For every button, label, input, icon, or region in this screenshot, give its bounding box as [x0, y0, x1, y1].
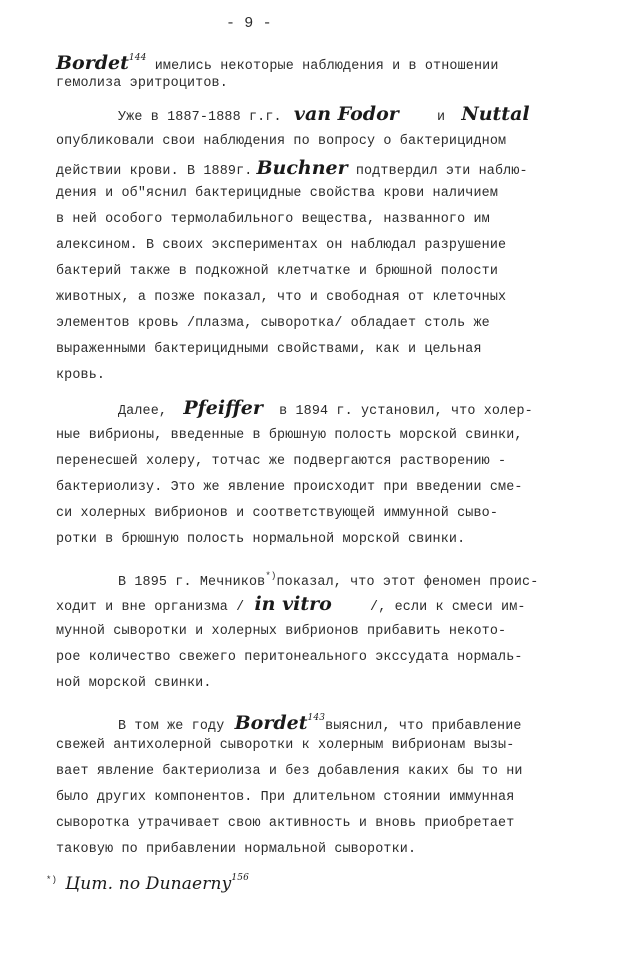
text-segment: и	[436, 110, 446, 125]
p4-line-5: ной морской свинки.	[56, 676, 212, 691]
author-pfeiffer: Pfeiffer	[183, 397, 263, 419]
footnote-marker: *)	[46, 875, 58, 885]
p5-line-1	[118, 708, 522, 737]
text-segment: Уже в 1887-1888 г.г.	[118, 110, 282, 125]
p2-line-5: в ней особого термолабильного вещества, названного им	[56, 212, 490, 227]
p5-line-3: вает явление бактериолиза и без добавления каких бы то ни	[56, 764, 523, 779]
p2-line-8: животных, а позже показал, что и свободная от клеточных	[56, 290, 507, 305]
author-bordet-2: Bordet	[234, 712, 308, 734]
ref-number: 143	[307, 713, 326, 723]
p5-line-2: свежей антихолерной сыворотки к холерным вибрионам вызы-	[56, 738, 515, 753]
footnote-marker: *)	[265, 571, 277, 581]
author-nuttal: Nuttal	[461, 103, 530, 125]
author-van-fodor: van Fodor	[293, 103, 399, 125]
p3-line-3: перенесшей холеру, тотчас же подвергаются растворению -	[56, 454, 507, 469]
text-segment: Далее,	[118, 404, 168, 419]
text-segment: /, если к смеси им-	[370, 600, 526, 615]
text-segment: показал, что этот феномен проис-	[276, 575, 539, 590]
p2-line-10: выраженными бактерицидными свойствами, как и цельная	[56, 342, 482, 357]
p3-line-1	[118, 398, 533, 422]
page-number: - 9 -	[226, 15, 272, 32]
p5-line-5: сыворотка утрачивает свою активность и вновь приобретает	[56, 816, 515, 831]
p2-line-6: алексином. В своих экспериментах он наблюдал разрушение	[56, 238, 507, 253]
p2-line-9: элементов кровь /плазма, сыворотка/ обладает столь же	[56, 316, 490, 331]
text-segment: В 1895 г. Мечников	[118, 575, 266, 590]
ref-number: 144	[128, 53, 147, 63]
text-segment: выяснил, что прибавление	[325, 719, 522, 734]
text-segment: в 1894 г. установил, что холер-	[270, 404, 533, 419]
ref-number: 156	[231, 873, 250, 883]
footnote	[46, 868, 249, 897]
p5-line-4: было других компонентов. При длительном стоянии иммунная	[56, 790, 515, 805]
p3-line-6: ротки в брюшную полость нормальной морской свинки.	[56, 532, 466, 547]
text-segment: имелись некоторые наблюдения и в отношении	[146, 59, 499, 74]
p2-line-1	[118, 104, 530, 128]
text-segment: В том же году	[118, 719, 225, 734]
footnote-text: Цит. по Dunaerny	[65, 874, 232, 894]
p2-line-11: кровь.	[56, 368, 106, 383]
p2-line-3	[56, 158, 528, 182]
p4-line-2	[56, 594, 526, 618]
p3-line-4: бактериолизу. Это же явление происходит при введении сме-	[56, 480, 523, 495]
p2-line-4: дения и об"яснил бактерицидные свойства крови наличием	[56, 186, 499, 201]
text-segment: ходит и вне организма /	[56, 600, 245, 615]
p4-line-3: мунной сыворотки и холерных вибрионов прибавить некото-	[56, 624, 507, 639]
p5-line-6: таковую по прибавлении нормальной сыворотки.	[56, 842, 417, 857]
text-segment: действии крови. В 1889г.	[56, 164, 253, 179]
latin-in-vitro: in vitro	[254, 593, 332, 615]
p4-line-1	[118, 566, 538, 593]
p2-line-7: бактерий также в подкожной клетчатке и брюшной полости	[56, 264, 499, 279]
p2-line-2: опубликовали свои наблюдения по вопросу о бактерицидном	[56, 134, 507, 149]
p4-line-4: рое количество свежего перитонеального экссудата нормаль-	[56, 650, 523, 665]
p3-line-5: си холерных вибрионов и соответствующей иммунной сыво-	[56, 506, 499, 521]
text-segment: подтвердил эти наблю-	[347, 164, 528, 179]
p1-line-2: гемолиза эритроцитов.	[56, 76, 228, 91]
author-bordet: Bordet	[56, 52, 129, 74]
p3-line-2: ные вибрионы, введенные в брюшную полость морской свинки,	[56, 428, 523, 443]
p1-line-1	[56, 48, 499, 77]
author-buchner: Buchner	[256, 157, 348, 179]
